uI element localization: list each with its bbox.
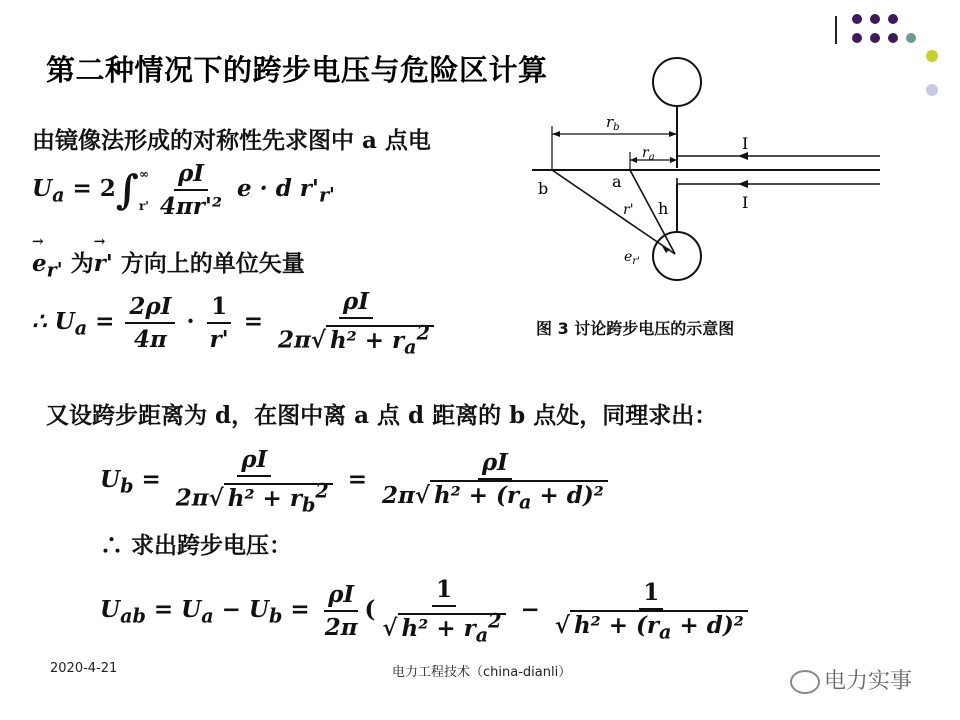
eq4-u2-sub: b (268, 604, 283, 628)
eq4-g1-den: √ $h^2 + r_a^2$ (378, 607, 509, 646)
equation-uab (100, 576, 755, 646)
eq4-minus2: − (512, 596, 548, 624)
eq4-g1-num: 1 (432, 576, 456, 607)
eq2-f2-den: r' (209, 326, 229, 354)
eq3-f2-num: ρI (478, 449, 512, 480)
eq3-rad1-sub: b (301, 493, 316, 517)
decorative-dot (870, 14, 880, 24)
eq2-rad-sup: 2 (416, 321, 430, 344)
equation-ua-result (32, 288, 441, 358)
decorative-dot (888, 14, 898, 24)
eq3-rad1: h² + r (227, 484, 302, 512)
eq3-sqrt2 (430, 480, 608, 514)
eq3-frac1 (172, 446, 337, 516)
eq3-f1-den-pre: 2π (175, 484, 209, 512)
decorative-dot (926, 84, 938, 96)
eq2-f3-num: ρI (339, 288, 373, 319)
line2-mid: 为 (62, 250, 94, 277)
eq2-rad-sub: a (404, 335, 417, 359)
eq4-rad1: h² + r (401, 614, 476, 642)
label-e-vector: $e_{r'}$ (624, 249, 640, 267)
decorative-dot (926, 50, 938, 62)
footer-brand (790, 664, 912, 695)
eq1-e-sub: r' (318, 183, 335, 207)
eq4-frac (321, 581, 362, 641)
eq3-f2-den: 2π√ $h^2 + (r_a + d)^2$ (378, 480, 612, 514)
eq2-sqrt (326, 321, 434, 359)
eq3-rad2: h² + (r (433, 481, 520, 509)
wechat-icon (790, 670, 820, 694)
eq1-lhs-sub: a (52, 183, 65, 207)
eq1-int-upper: ∞ (138, 167, 149, 181)
unit-vector-e: → e (32, 250, 47, 277)
label-current-top: I (742, 134, 749, 153)
label-current-bottom: I (742, 193, 749, 212)
eq2-frac2 (206, 293, 233, 353)
label-r-vector: r' (623, 202, 634, 218)
eq2-eq2: = (235, 308, 271, 336)
label-point-a: a (612, 172, 622, 191)
eq4-eq: = U (145, 596, 202, 624)
eq3-rad1-sup: 2 (315, 479, 329, 502)
eq1-frac (156, 160, 226, 220)
decorative-dot (888, 33, 898, 43)
unit-vector-sub: r' (46, 258, 63, 282)
eq3-f2-den-pre: 2π (381, 481, 415, 509)
decorative-divider (835, 16, 837, 44)
eq4-f-den: 2π (324, 614, 358, 642)
eq4-rad2: h² + (r (573, 611, 660, 639)
lower-current-arrow (738, 180, 748, 188)
eq4-frac-g2 (551, 579, 752, 644)
eq2-frac1 (125, 293, 175, 353)
footer-brand-text: 电力实事 (824, 669, 913, 694)
eq4-u1-sub: a (201, 604, 214, 628)
eq2-eq: = (87, 308, 123, 336)
text-line-step-voltage: ∴ 求出跨步电压： (100, 532, 293, 559)
image-electrode-circle (653, 58, 701, 106)
ra-arrow-right (670, 157, 677, 163)
upper-current-arrow (738, 152, 748, 160)
eq4-paren: ( (364, 596, 376, 624)
line2-post: 方向上的单位矢量 (112, 250, 305, 277)
eq1-lhs: U (32, 175, 53, 202)
text-line-1: 由镜像法形成的对称性先求图中 a 点电 (32, 127, 431, 154)
rb-arrow-left (552, 131, 560, 137)
eq4-rad2-sub: a (659, 620, 672, 644)
footer-date: 2020-4-21 (50, 661, 118, 676)
eq4-rad1-sup: 2 (488, 609, 502, 632)
eq3-lhs-sub: b (120, 474, 134, 498)
equation-ub (100, 446, 615, 516)
vector-r: → r' (94, 250, 113, 277)
eq2-rad: h² + r (329, 326, 405, 354)
electrode-circle (653, 232, 701, 280)
rb-arrow-right (669, 131, 677, 137)
eq4-eq2: = (282, 596, 318, 624)
eq4-rad2-post: + d)² (671, 611, 744, 639)
integral-sign: ∫ (115, 166, 139, 214)
decorative-dot (852, 33, 862, 43)
decorative-dot (852, 14, 862, 24)
eq2-frac3 (274, 288, 438, 358)
lower-current-line (677, 178, 880, 184)
text-line-step-distance: 又设跨步距离为 d，在图中离 a 点 d 距离的 b 点处，同理求出： (46, 402, 718, 429)
eq3-lhs: U (100, 466, 121, 494)
eq3-eq2: = (339, 466, 375, 494)
eq4-g2-num: 1 (639, 579, 663, 610)
eq3-f1-num: ρI (237, 446, 271, 477)
slide-title: 第二种情况下的跨步电压与危险区计算 (46, 53, 548, 87)
eq4-rad1-sub: a (475, 623, 489, 647)
eq4-minus: − U (213, 596, 269, 624)
ra-arrow-left (630, 157, 637, 163)
footer-center-text: 电力工程技术（china-dianli） (392, 665, 572, 680)
decorative-dot (906, 33, 916, 43)
eq2-dot: · (178, 308, 203, 336)
eq1-num: ρI (174, 160, 208, 191)
eq4-g2-den: √ $h^2 + (r_a + d)^2$ (551, 610, 752, 644)
eq4-frac-g1 (378, 576, 509, 646)
eq4-lhs-sub: ab (120, 604, 146, 628)
decorative-dot (870, 33, 880, 43)
equation-ua-integral (32, 160, 335, 220)
eq4-f-num: ρI (324, 581, 358, 612)
eq4-sqrt1 (398, 609, 506, 647)
eq1-tail: e · d r' (229, 175, 319, 202)
eq2-f3-den-pre: 2π (277, 326, 311, 354)
eq3-eq: = (133, 466, 169, 494)
step-voltage-diagram (520, 56, 890, 296)
eq2-sub: a (74, 316, 88, 340)
eq3-f1-den: 2π√ $h^2 + r_b^2$ (172, 477, 337, 516)
figure-caption: 图 3 讨论跨步电压的示意图 (536, 319, 735, 338)
label-point-b: b (538, 179, 549, 198)
eq1-int-lower: r' (138, 199, 149, 213)
label-rb: $r_b$ (606, 113, 620, 133)
eq3-rad2-sub: a (519, 490, 532, 514)
eq3-sqrt1 (224, 479, 333, 517)
eq3-frac2 (378, 449, 612, 514)
eq2-prefix: ∴ U (32, 308, 75, 336)
label-depth-h: h (658, 199, 669, 218)
eq2-f1-num: 2ρI (125, 293, 175, 324)
eq4-lhs: U (100, 596, 121, 624)
eq1-den: 4πr'² (159, 193, 223, 220)
text-line-unit-vector (32, 245, 305, 282)
label-ra: $r_a$ (642, 145, 655, 163)
eq2-f2-num: 1 (207, 293, 231, 324)
eq4-sqrt2 (570, 610, 748, 644)
eq2-f1-den: 4π (134, 326, 167, 354)
eq2-f3-den: 2π√ $h^2 + r_a^2$ (274, 319, 438, 358)
eq3-rad2-post: + d)² (531, 481, 604, 509)
eq1-eq: = 2 (64, 175, 116, 202)
